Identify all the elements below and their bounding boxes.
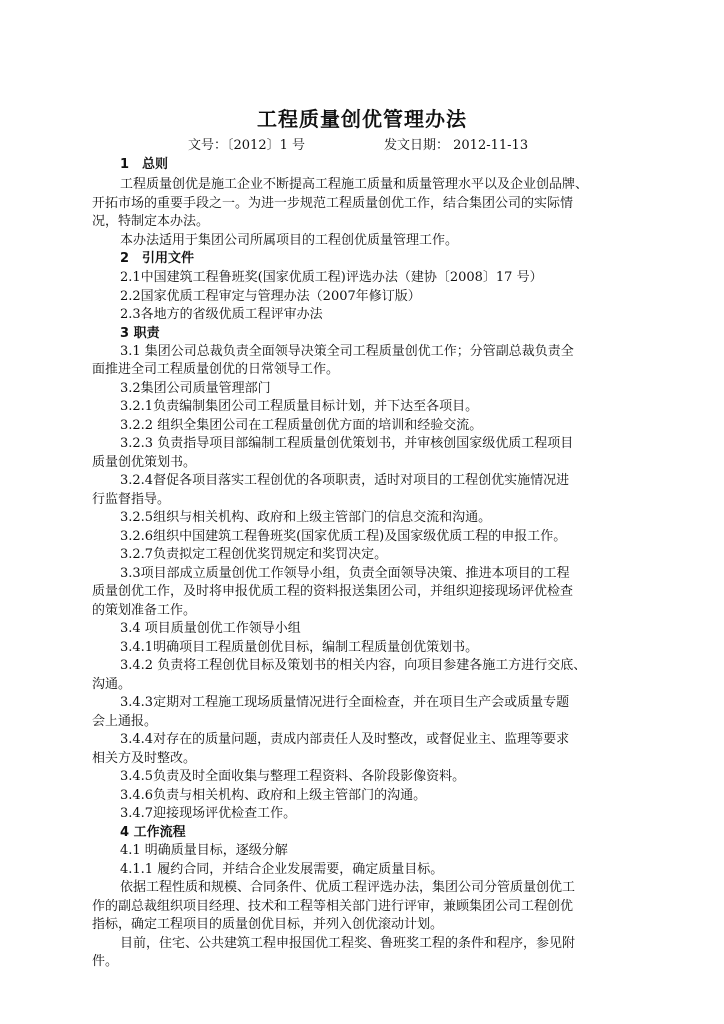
paragraph-line: 3.2.7负责拟定工程创优奖罚规定和奖罚决定。 (120, 547, 388, 562)
paragraph-line: 3.4.1明确项目工程质量创优目标，编制工程质量创优策划书。 (120, 640, 479, 655)
paragraph-line: 会上通报。 (92, 714, 158, 729)
paragraph-line: 指标，确定工程项目的质量创优目标，并列入创优滚动计划。 (92, 917, 444, 932)
paragraph-line: 开拓市场的重要手段之一。为进一步规范工程质量创优工作，结合集团公司的实际情 (92, 196, 574, 211)
paragraph-line: 沟通。 (92, 677, 132, 692)
paragraph-line: 2.1中国建筑工程鲁班奖(国家优质工程)评选办法（建协〔2008〕17 号） (120, 270, 543, 285)
paragraph-line: 3.4.5负责及时全面收集与整理工程资料、各阶段影像资料。 (120, 769, 466, 784)
paragraph-line: 3.4 项目质量创优工作领导小组 (120, 621, 301, 636)
paragraph-line: 3.4.2 负责将工程创优目标及策划书的相关内容，向项目参建各施工方进行交底、 (120, 658, 587, 673)
paragraph-line: 3.4.3定期对工程施工现场质量情况进行全面检查，并在项目生产会或质量专题 (120, 695, 570, 710)
paragraph-line: 2.2国家优质工程审定与管理办法（2007年修订版） (120, 289, 421, 304)
paragraph-line: 质量创优策划书。 (92, 455, 197, 470)
paragraph-line: 依据工程性质和规模、合同条件、优质工程评选办法，集团公司分管质量创优工 (120, 880, 576, 895)
section-heading: 4 工作流程 (120, 825, 186, 840)
paragraph-line: 3.4.6负责与相关机构、政府和上级主管部门的沟通。 (120, 788, 427, 803)
section-heading: 2 引用文件 (120, 251, 195, 266)
issue-date: 发文日期： 2012-11-13 (384, 138, 529, 153)
paragraph-line: 件。 (92, 954, 119, 969)
paragraph-line: 目前，住宅、公共建筑工程申报国优工程奖、鲁班奖工程的条件和程序，参见附 (120, 936, 576, 951)
paragraph-line: 3.4.4对存在的质量问题，责成内部责任人及时整改，或督促业主、监理等要求 (120, 732, 570, 747)
paragraph-line: 4.1.1 履约合同，并结合企业发展需要，确定质量目标。 (120, 862, 444, 877)
paragraph-line: 4.1 明确质量目标，逐级分解 (120, 843, 288, 858)
paragraph-line: 3.3项目部成立质量创优工作领导小组，负责全面领导决策、推进本项目的工程 (120, 566, 570, 581)
paragraph-line: 的策划准备工作。 (92, 603, 197, 618)
paragraph-line: 3.2.4督促各项目落实工程创优的各项职责，适时对项目的工程创优实施情况进 (120, 473, 570, 488)
paragraph-line: 2.3各地方的省级优质工程评审办法 (120, 307, 323, 322)
paragraph-line: 相关方及时整改。 (92, 751, 197, 766)
paragraph-line: 3.2.2 组织全集团公司在工程质量创优方面的培训和经验交流。 (120, 418, 483, 433)
paragraph-line: 况，特制定本办法。 (92, 214, 210, 229)
paragraph-line: 3.2.6组织中国建筑工程鲁班奖(国家优质工程)及国家级优质工程的申报工作。 (120, 529, 567, 544)
document-title: 工程质量创优管理办法 (257, 107, 467, 131)
paragraph-line: 工程质量创优是施工企业不断提高工程施工质量和质量管理水平以及企业创品牌、 (120, 177, 589, 192)
paragraph-line: 3.2集团公司质量管理部门 (120, 381, 271, 396)
section-heading: 3 职责 (120, 326, 160, 341)
paragraph-line: 本办法适用于集团公司所属项目的工程创优质量管理工作。 (120, 233, 459, 248)
section-heading: 1 总则 (120, 157, 169, 172)
paragraph-line: 面推进全司工程质量创优的日常领导工作。 (92, 362, 340, 377)
paragraph-line: 3.2.5组织与相关机构、政府和上级主管部门的信息交流和沟通。 (120, 510, 492, 525)
paragraph-line: 质量创优工作，及时将申报优质工程的资料报送集团公司，并组织迎接现场评优检查 (92, 584, 574, 599)
paragraph-line: 3.1 集团公司总裁负责全面领导决策全司工程质量创优工作；分管副总裁负责全 (120, 344, 574, 359)
document-number: 文号：〔2012〕1 号 (188, 138, 305, 153)
paragraph-line: 3.2.3 负责指导项目部编制工程质量创优策划书，并审核创国家级优质工程项目 (120, 436, 574, 451)
paragraph-line: 3.4.7迎接现场评优检查工作。 (120, 806, 297, 821)
paragraph-line: 行监督指导。 (92, 492, 171, 507)
paragraph-line: 作的副总裁组织项目经理、技术和工程等相关部门进行评审，兼顾集团公司工程创优 (92, 899, 574, 914)
paragraph-line: 3.2.1负责编制集团公司工程质量目标计划，并下达至各项目。 (120, 399, 479, 414)
